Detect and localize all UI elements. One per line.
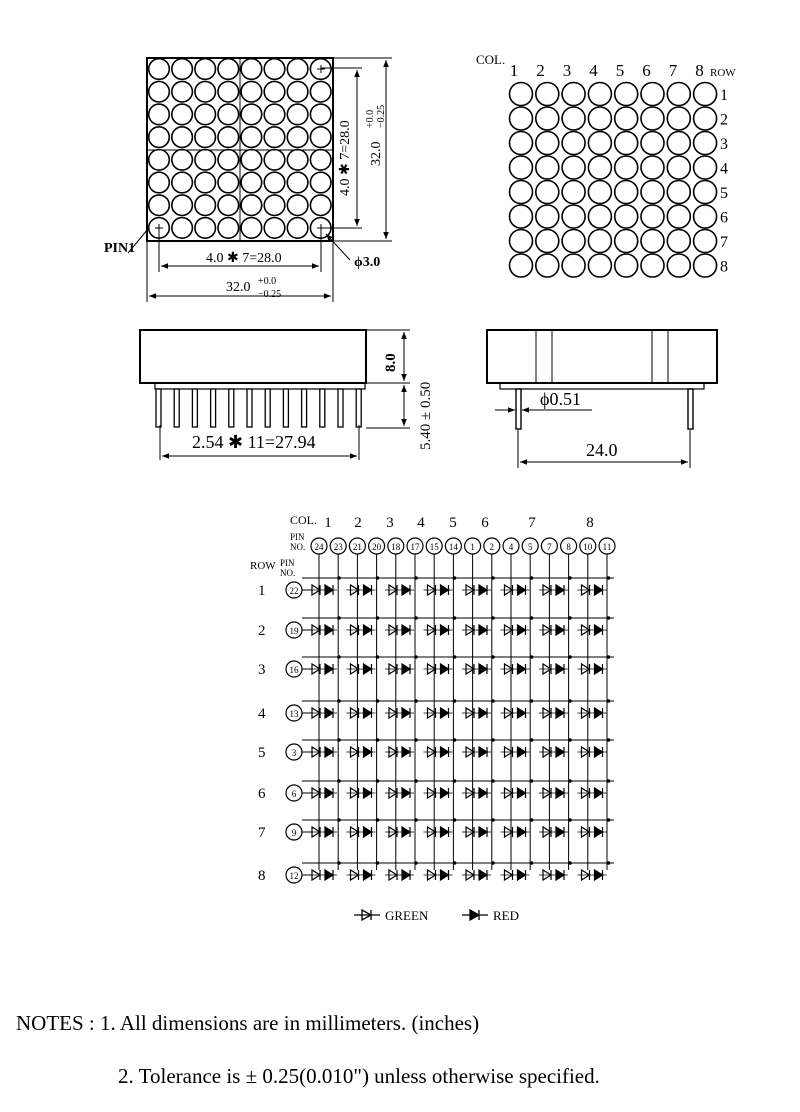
row-pin-number: 16 — [289, 665, 299, 675]
top-view-dot — [615, 107, 638, 130]
top-view-row-number: 4 — [720, 160, 728, 178]
front-dot — [149, 59, 170, 80]
front-dot — [287, 59, 308, 80]
top-view-dot — [694, 156, 717, 179]
top-view-dot — [694, 132, 717, 155]
side-pin — [320, 389, 325, 427]
front-dot — [310, 81, 331, 102]
side-pin — [192, 389, 197, 427]
front-dot — [149, 172, 170, 193]
schematic-row-number: 2 — [258, 623, 266, 639]
legend-red — [462, 908, 519, 923]
top-view-dot — [562, 230, 585, 253]
column-pin-number: 23 — [333, 542, 343, 552]
dot-diameter-label: ϕ3.0 — [354, 255, 381, 270]
top-view-row-numbers — [720, 87, 728, 276]
schematic-row-number: 3 — [258, 662, 266, 678]
top-view-dot — [588, 156, 611, 179]
top-view-column-number: 8 — [695, 61, 704, 80]
top-view-row-number: 1 — [720, 87, 728, 104]
top-view-dot — [536, 132, 559, 155]
top-view-dot-grid — [510, 83, 717, 278]
side-body — [140, 330, 366, 383]
column-pin-number: 8 — [566, 542, 571, 552]
schematic-pin-label-left: PIN — [280, 558, 295, 568]
top-view-dot — [536, 205, 559, 228]
side-view-pins — [156, 389, 361, 427]
front-dot — [149, 81, 170, 102]
top-view-dot — [510, 205, 533, 228]
schematic-column-number: 3 — [386, 515, 394, 531]
top-view-dot — [694, 254, 717, 277]
top-view-dot — [510, 156, 533, 179]
front-dot — [241, 172, 262, 193]
overall-width-label: 32.0 — [226, 280, 251, 295]
top-view-dot — [641, 254, 664, 277]
overall-height-label: 32.0 — [369, 141, 384, 166]
top-view-dot — [562, 205, 585, 228]
column-pin-number: 18 — [391, 542, 401, 552]
top-view-column-number: 3 — [562, 61, 572, 80]
top-view-dot — [536, 254, 559, 277]
top-view-dot — [562, 156, 585, 179]
column-pin-number: 10 — [583, 542, 593, 552]
row-pin-number: 22 — [289, 586, 299, 596]
column-pin-number: 4 — [508, 542, 514, 552]
front-dot — [264, 104, 285, 125]
top-view-column-numbers — [510, 61, 704, 80]
top-view-dot — [694, 205, 717, 228]
schematic-column-number: 4 — [417, 515, 425, 531]
top-view-dot — [615, 156, 638, 179]
front-dot — [195, 127, 216, 148]
schematic-column-numbers — [324, 515, 594, 531]
front-dot — [287, 104, 308, 125]
schematic-column-number: 1 — [324, 515, 332, 531]
front-dot — [310, 150, 331, 171]
top-view-dot — [510, 132, 533, 155]
top-view-dot — [694, 230, 717, 253]
right-side-body — [487, 330, 717, 383]
side-pin — [229, 389, 234, 427]
front-dot — [172, 195, 193, 216]
front-dot — [310, 195, 331, 216]
overall-height-tol-plus: +0.0 — [365, 109, 376, 128]
top-view-column-number: 1 — [509, 61, 519, 80]
front-dot — [218, 59, 239, 80]
top-view-dot — [588, 83, 611, 106]
schematic-row-number: 6 — [258, 786, 266, 802]
side-pin — [265, 389, 270, 427]
front-dot — [218, 218, 239, 239]
top-view-dot — [615, 181, 638, 204]
top-view-dot — [536, 230, 559, 253]
schematic-column-number: 2 — [354, 515, 362, 531]
top-view-dot — [667, 156, 690, 179]
schematic-column-number: 7 — [528, 515, 536, 531]
top-view-dot — [641, 132, 664, 155]
column-pin-number: 24 — [314, 542, 324, 552]
schematic-pin-label-top: PIN — [290, 532, 305, 542]
top-view-row-number: 5 — [720, 185, 728, 202]
row-pin-number: 9 — [291, 828, 297, 838]
front-dot — [195, 81, 216, 102]
top-view-dot — [667, 254, 690, 277]
legend-green — [354, 908, 429, 923]
side-pin — [283, 389, 288, 427]
top-view-dot — [562, 83, 585, 106]
row-pin-number: 13 — [289, 709, 299, 719]
front-dot — [241, 104, 262, 125]
front-dot — [195, 150, 216, 171]
top-view-column-number: 2 — [536, 61, 545, 80]
pin-spacing-label: 24.0 — [586, 440, 618, 460]
legend-green-label: GREEN — [385, 908, 429, 923]
top-view-dot — [588, 107, 611, 130]
top-view-dot — [694, 181, 717, 204]
front-dot — [241, 218, 262, 239]
schematic-led-matrix — [308, 576, 610, 880]
front-dot — [218, 150, 239, 171]
pin-length-label: 5.40 ± 0.50 — [418, 381, 434, 450]
schematic-column-number: 5 — [449, 515, 457, 531]
top-view-dot — [588, 254, 611, 277]
row-pin-number: 12 — [289, 871, 299, 881]
top-view-dot — [510, 83, 533, 106]
front-dot — [241, 150, 262, 171]
top-view-dot — [667, 132, 690, 155]
top-view-row-number: 7 — [720, 234, 728, 251]
side-pin — [356, 389, 361, 427]
front-dot — [241, 127, 262, 148]
front-dot — [310, 104, 331, 125]
front-dot — [287, 195, 308, 216]
top-view-row-number: 8 — [720, 258, 728, 276]
right-pin-left — [516, 389, 521, 429]
schematic-no-label-top: NO. — [290, 542, 306, 552]
front-dot — [195, 195, 216, 216]
top-view-row-label: ROW — [710, 67, 736, 79]
row-pin-number: 19 — [289, 626, 299, 636]
column-pin-number: 5 — [527, 542, 533, 552]
schematic-column-number: 8 — [586, 515, 594, 531]
side-pin — [338, 389, 343, 427]
column-pin-number: 7 — [547, 542, 552, 552]
side-pin — [156, 389, 161, 427]
top-view-dot — [641, 156, 664, 179]
top-view-dot — [588, 230, 611, 253]
top-view-dot — [615, 230, 638, 253]
column-pin-number: 17 — [410, 542, 420, 552]
side-pin — [174, 389, 179, 427]
front-dot — [149, 150, 170, 171]
top-view-dot — [562, 132, 585, 155]
top-view-dot — [588, 205, 611, 228]
top-view-dot — [562, 107, 585, 130]
top-view-dot — [667, 181, 690, 204]
top-view-dot — [667, 230, 690, 253]
front-dot — [218, 195, 239, 216]
top-view-column-number: 5 — [615, 61, 625, 80]
column-pin-number: 15 — [429, 542, 439, 552]
top-view-column-number: 7 — [668, 61, 678, 80]
front-dot — [195, 218, 216, 239]
front-dot — [149, 127, 170, 148]
column-pin-number: 1 — [470, 542, 475, 552]
body-height-label: 8.0 — [383, 353, 399, 372]
row-pin-number: 3 — [291, 748, 297, 758]
top-view-row-number: 2 — [720, 111, 728, 129]
top-view-dot — [667, 83, 690, 106]
column-pin-number: 11 — [602, 542, 612, 552]
front-dot — [172, 218, 193, 239]
front-dot — [241, 81, 262, 102]
front-dot — [264, 218, 285, 239]
top-view-dot — [615, 205, 638, 228]
side-pin — [302, 389, 307, 427]
top-view-dot — [615, 83, 638, 106]
front-dot — [195, 104, 216, 125]
top-view-dot — [641, 83, 664, 106]
schematic-row-number: 4 — [258, 706, 266, 722]
front-dot — [310, 127, 331, 148]
schematic-row-label: ROW — [250, 560, 276, 572]
schematic-column-number: 6 — [481, 515, 489, 531]
front-dot — [264, 127, 285, 148]
pin-pitch-label: 2.54 ✱ 11=27.94 — [192, 432, 316, 452]
top-view-dot — [510, 230, 533, 253]
front-dot — [310, 172, 331, 193]
side-pin — [247, 389, 252, 427]
top-view-dot — [510, 254, 533, 277]
top-view — [476, 52, 736, 277]
row-pin-number: 6 — [291, 789, 297, 799]
front-dot — [149, 104, 170, 125]
schematic-row-number: 1 — [258, 583, 266, 599]
top-view-dot — [536, 83, 559, 106]
top-view-dot — [641, 181, 664, 204]
top-view-dot — [510, 181, 533, 204]
front-dot — [172, 104, 193, 125]
front-dot — [264, 150, 285, 171]
top-view-dot — [562, 181, 585, 204]
top-view-dot — [641, 107, 664, 130]
horizontal-pitch-label: 4.0 ✱ 7=28.0 — [206, 251, 282, 266]
note-dimensions: NOTES : 1. All dimensions are in millimeters. (inches) — [16, 1011, 480, 1035]
front-dot — [172, 172, 193, 193]
top-view-col-label: COL. — [476, 52, 506, 67]
top-view-dot — [615, 254, 638, 277]
overall-height-tol-minus: −0.25 — [376, 104, 387, 128]
pin1-label: PIN1 — [104, 241, 136, 256]
column-pin-number: 14 — [448, 542, 458, 552]
top-view-column-number: 6 — [642, 61, 651, 80]
schematic-no-label-left: NO. — [280, 568, 296, 578]
top-view-dot — [536, 156, 559, 179]
note-tolerance: 2. Tolerance is ± 0.25(0.010") unless otherwise specified. — [118, 1064, 600, 1088]
top-view-column-number: 4 — [589, 61, 598, 80]
top-view-row-number: 6 — [720, 209, 728, 227]
front-dot — [287, 150, 308, 171]
front-dot — [287, 172, 308, 193]
schematic-rows — [258, 578, 614, 884]
front-dot — [287, 127, 308, 148]
front-dot — [287, 81, 308, 102]
legend-red-label: RED — [493, 908, 519, 923]
schematic-row-number: 7 — [258, 825, 266, 841]
overall-width-tol-plus: +0.0 — [258, 276, 277, 287]
front-dot — [149, 195, 170, 216]
side-pin — [211, 389, 216, 427]
top-view-dot — [536, 107, 559, 130]
front-dot — [172, 127, 193, 148]
schematic-row-number: 8 — [258, 868, 266, 884]
column-pin-number: 2 — [489, 542, 495, 552]
front-dot — [218, 172, 239, 193]
schematic-row-number: 5 — [258, 745, 266, 761]
front-dot — [241, 195, 262, 216]
front-dot — [172, 81, 193, 102]
column-pin-number: 20 — [372, 542, 382, 552]
top-view-dot — [641, 205, 664, 228]
column-pin-number: 21 — [352, 542, 362, 552]
side-view-left — [140, 330, 434, 460]
side-view-right — [487, 330, 717, 468]
top-view-dot — [641, 230, 664, 253]
front-dot — [218, 81, 239, 102]
front-dot — [218, 104, 239, 125]
front-dot — [264, 59, 285, 80]
front-dot — [172, 59, 193, 80]
top-view-dot — [694, 107, 717, 130]
top-view-dot — [536, 181, 559, 204]
front-dot — [264, 172, 285, 193]
top-view-row-number: 3 — [720, 136, 728, 153]
overall-width-tol-minus: −0.25 — [258, 289, 282, 300]
top-view-dot — [588, 181, 611, 204]
front-view — [104, 58, 392, 302]
front-dot — [264, 81, 285, 102]
top-view-dot — [667, 107, 690, 130]
front-dot — [241, 59, 262, 80]
vertical-pitch-label: 4.0 ✱ 7=28.0 — [338, 120, 353, 196]
top-view-dot — [562, 254, 585, 277]
front-dot — [287, 218, 308, 239]
front-dot — [195, 59, 216, 80]
front-dot — [195, 172, 216, 193]
front-dot — [218, 127, 239, 148]
pin-diameter-label: ϕ0.51 — [540, 389, 581, 409]
front-dot — [172, 150, 193, 171]
top-view-dot — [588, 132, 611, 155]
top-view-dot — [667, 205, 690, 228]
schematic — [250, 513, 615, 923]
top-view-dot — [615, 132, 638, 155]
top-view-dot — [694, 83, 717, 106]
right-pin-right — [688, 389, 693, 429]
schematic-col-label: COL. — [290, 513, 317, 527]
front-dot — [264, 195, 285, 216]
top-view-dot — [510, 107, 533, 130]
